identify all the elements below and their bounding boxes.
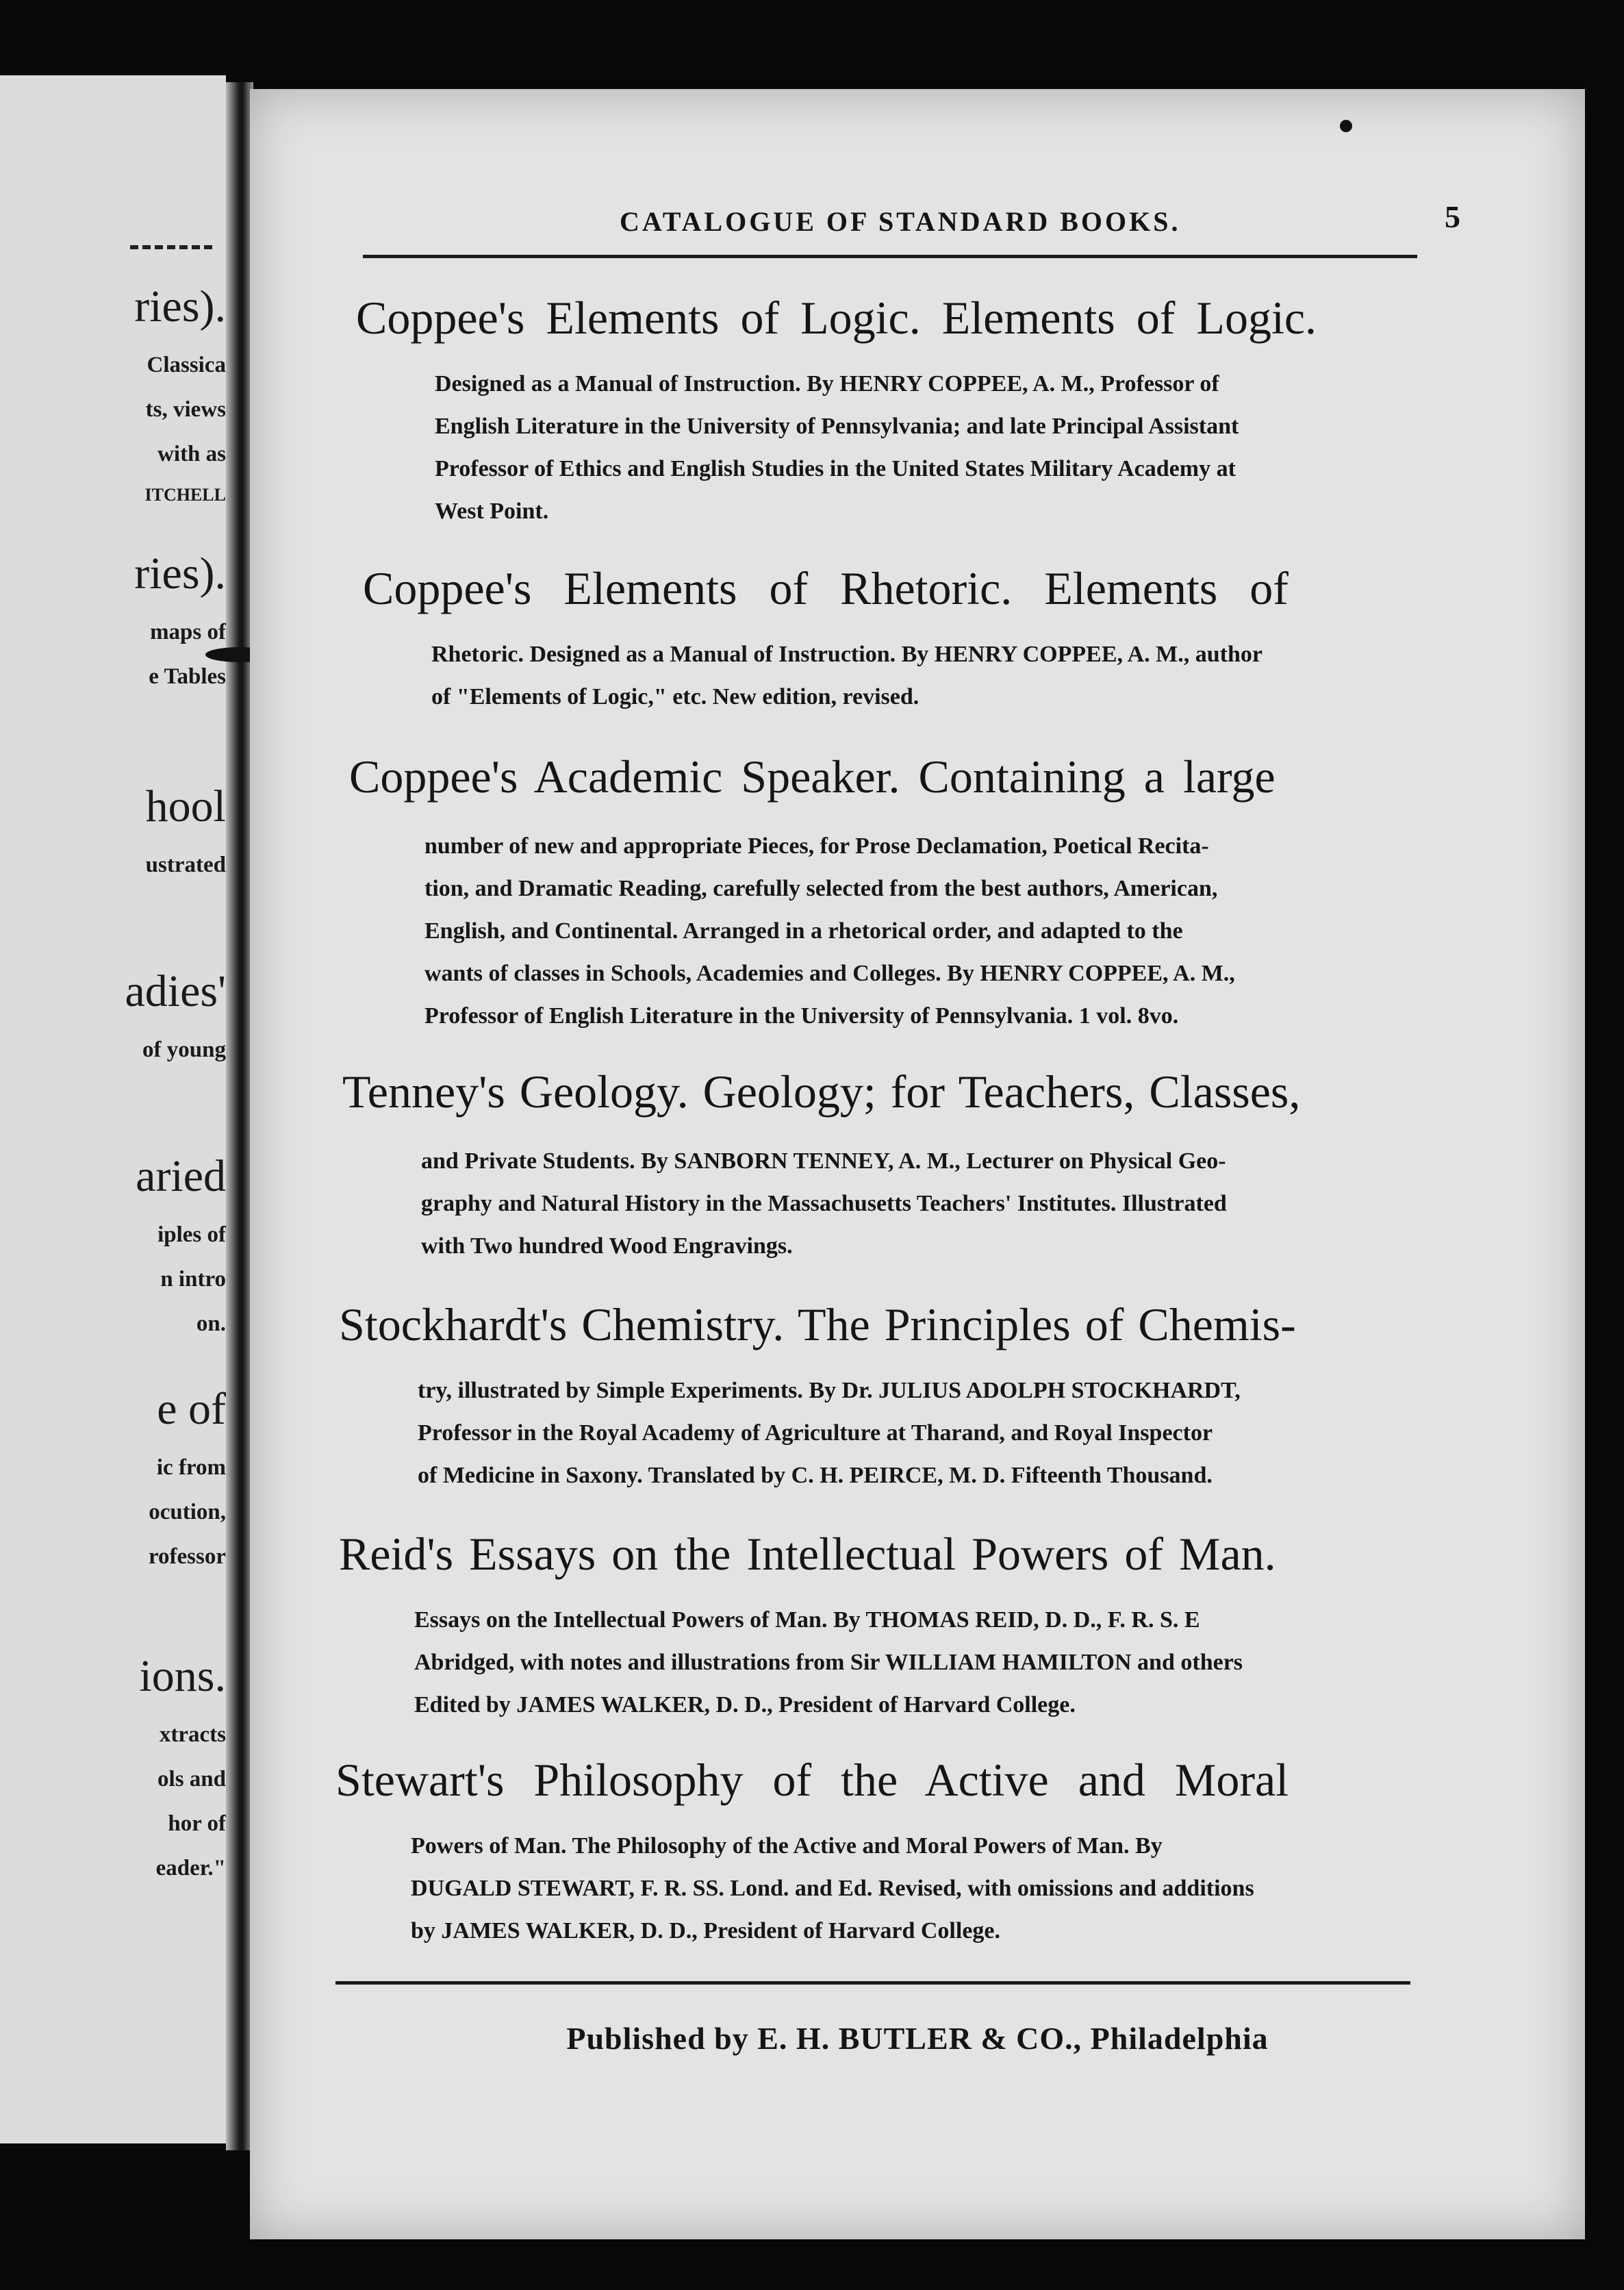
book-gutter bbox=[226, 82, 253, 2150]
left-fragment: hool bbox=[145, 781, 226, 831]
left-fragment: with as bbox=[157, 442, 226, 466]
left-fragment: ic from bbox=[156, 1455, 226, 1480]
left-fragment: maps of bbox=[150, 620, 226, 644]
book-description: and Private Students. By SANBORN TENNEY, A. M., Lecturer on Physical Geo- graphy and Natural History in the Massachusetts Teachers' Institutes. Illustrated with Two hundred Wood Engravings. bbox=[421, 1148, 1227, 1259]
left-fragment: ts, views bbox=[145, 397, 226, 422]
left-fragment: ITCHELL bbox=[144, 485, 226, 505]
left-fragment: hor of bbox=[168, 1811, 226, 1836]
left-fragment: e of bbox=[157, 1384, 226, 1434]
book-title: Stockhardt's Chemistry. The Principles of Chemis- bbox=[339, 1298, 1296, 1350]
left-fragment: of young bbox=[142, 1037, 226, 1062]
book-title: Coppee's Elements of Logic. Elements of Logic. bbox=[356, 292, 1317, 344]
left-fragment: ions. bbox=[139, 1651, 226, 1701]
page-header: CATALOGUE OF STANDARD BOOKS. bbox=[620, 206, 1181, 237]
book-description: Designed as a Manual of Instruction. By HENRY COPPEE, A. M., Professor of English Literature in the University of Pennsylvania; and late Principal Assistant Professor of Ethics and English Studies in the United States Military Academy at West Point. bbox=[435, 371, 1239, 524]
left-fragment: xtracts bbox=[159, 1722, 226, 1747]
left-fragment: rofessor bbox=[148, 1544, 226, 1569]
footer-rule bbox=[335, 1981, 1410, 1985]
left-page-fragment bbox=[0, 75, 226, 2143]
page-number: 5 bbox=[1445, 199, 1460, 234]
left-fragment: ries). bbox=[134, 549, 226, 599]
header-rule bbox=[363, 255, 1417, 258]
left-fragment: ocution, bbox=[149, 1500, 226, 1524]
book-title: Stewart's Philosophy of the Active and Moral bbox=[335, 1754, 1289, 1806]
ink-dot bbox=[1340, 120, 1352, 132]
publisher-line: Published by E. H. BUTLER & CO., Philadelphia bbox=[566, 2021, 1269, 2056]
left-fragment: iples of bbox=[157, 1222, 226, 1247]
left-fragment: ols and bbox=[157, 1767, 226, 1791]
book-title: Tenney's Geology. Geology; for Teachers, Classes, bbox=[342, 1066, 1301, 1118]
left-fragment: ustrated bbox=[145, 853, 226, 877]
book-title: Coppee's Elements of Rhetoric. Elements of bbox=[363, 562, 1289, 614]
left-fragment: adies' bbox=[125, 966, 226, 1016]
book-description: Essays on the Intellectual Powers of Man. By THOMAS REID, D. D., F. R. S. E Abridged, with notes and illustrations from Sir WILLIAM HAMILTON and others Edited by JAMES WALKER, D. D., President of Harvard College. bbox=[414, 1607, 1243, 1718]
left-fragment: ries). bbox=[134, 281, 226, 331]
book-description: Rhetoric. Designed as a Manual of Instruction. By HENRY COPPEE, A. M., author of "Elements of Logic," etc. New edition, revised. bbox=[431, 642, 1263, 709]
left-page-rule bbox=[130, 245, 212, 253]
book-description: try, illustrated by Simple Experiments. By Dr. JULIUS ADOLPH STOCKHARDT, Professor in the Royal Academy of Agriculture at Tharand, and Royal Inspector of Medicine in Saxony. Translated by C. H. PEIRCE, M. D. Fifteenth Thousand. bbox=[418, 1378, 1241, 1488]
book-description: number of new and appropriate Pieces, for Prose Declamation, Poetical Recita- tion, and Dramatic Reading, carefully selected from the best authors, American, English, and Continental. Arranged in a rhetorical order, and adapted to the wants of classes in Schools, Academies and Colleges. By HENRY COPPEE, A. M., Professor of English Literature in the University of Pennsylvania. 1 vol. 8vo. bbox=[424, 833, 1235, 1029]
left-fragment: n intro bbox=[160, 1267, 226, 1292]
book-title: Coppee's Academic Speaker. Containing a large bbox=[349, 751, 1276, 803]
left-fragment: on. bbox=[196, 1311, 226, 1336]
catalogue-page bbox=[250, 89, 1585, 2239]
book-title: Reid's Essays on the Intellectual Powers of Man. bbox=[339, 1528, 1276, 1580]
left-fragment: e Tables bbox=[149, 664, 226, 689]
left-fragment: aried bbox=[136, 1151, 226, 1201]
left-fragment: Classica bbox=[147, 353, 226, 377]
book-description: Powers of Man. The Philosophy of the Active and Moral Powers of Man. By DUGALD STEWART, F. R. SS. Lond. and Ed. Revised, with omissions and additions by JAMES WALKER, D. D., President of Harvard College. bbox=[411, 1833, 1254, 1943]
left-fragment: eader." bbox=[155, 1856, 226, 1880]
